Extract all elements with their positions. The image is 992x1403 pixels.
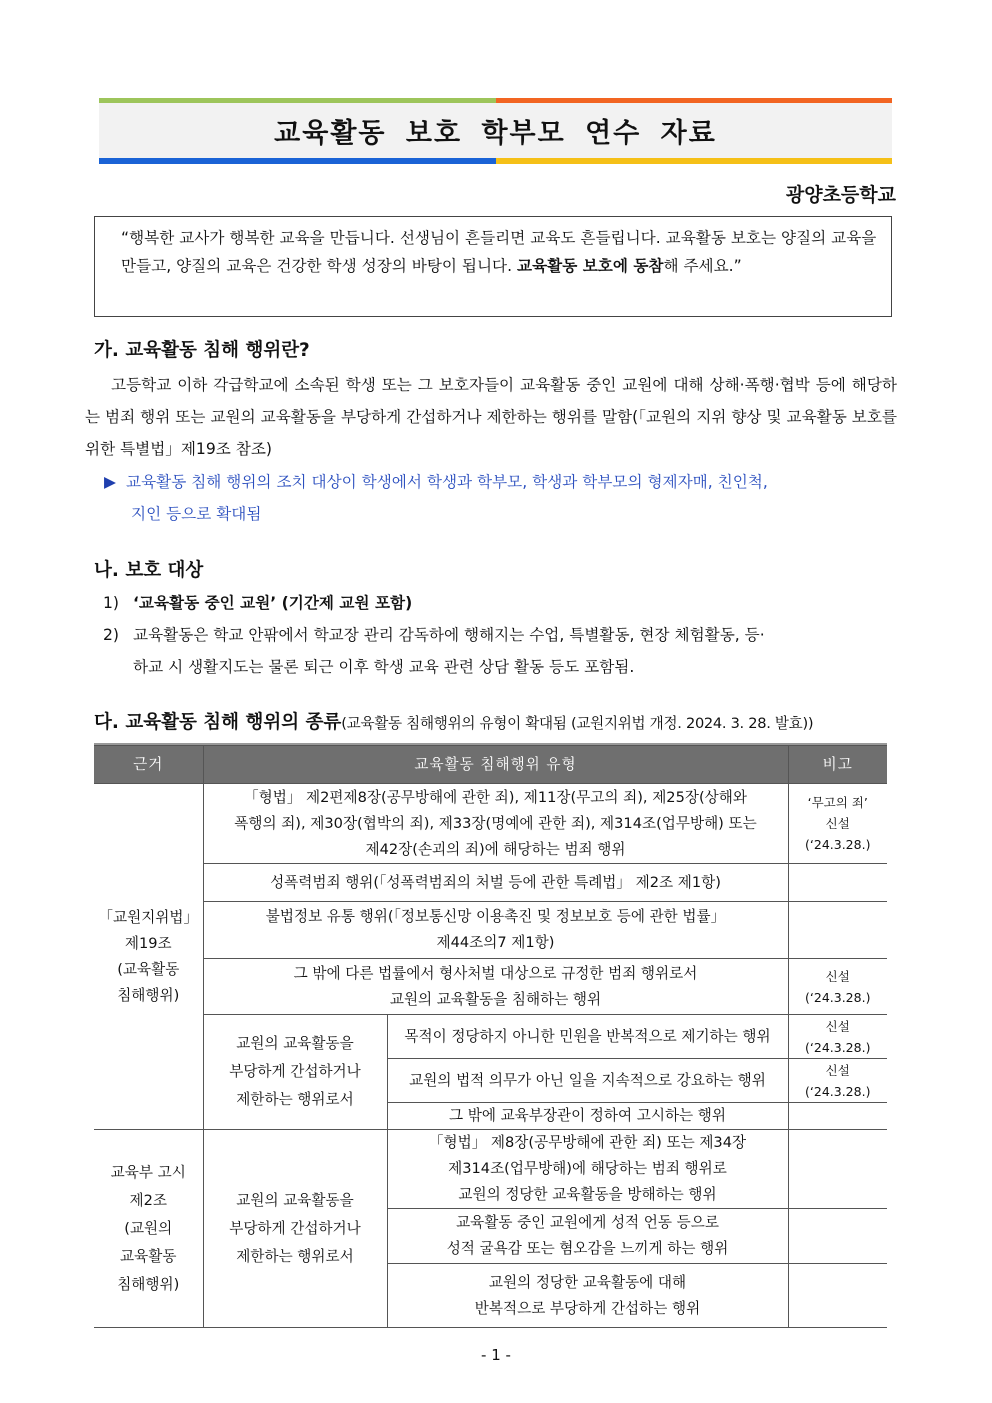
- list-number: 2): [103, 626, 120, 644]
- list-number: 1): [103, 594, 120, 612]
- note-cell: [788, 784, 887, 864]
- section-c-heading: 다. 교육활동 침해 행위의 종류: [94, 712, 342, 733]
- list-item-line1: 교육활동은 학교 안팎에서 학교장 관리 감독하에 행해지는 수업, 특별활동, 현장 체험활동, 등·: [133, 626, 765, 644]
- sub-label-line: 부당하게 간섭하거나: [229, 1063, 361, 1080]
- type-line: 교원의 정당한 교육활동을 방해하는 행위: [458, 1186, 717, 1203]
- title-bottom-bar: [99, 158, 892, 164]
- table-row: [94, 864, 887, 902]
- title-banner: [99, 98, 892, 164]
- note-line: 신설: [825, 1062, 850, 1078]
- note-line: (‘24.3.28.): [805, 837, 871, 852]
- note-cell: [788, 1059, 887, 1103]
- basis-line: 교육부 고시: [110, 1163, 186, 1181]
- section-a-note-line2: 지인 등으로 확대됨: [131, 505, 262, 523]
- type-line: 제42장(손괴의 죄)에 해당하는 범죄 행위: [365, 840, 626, 858]
- title-band: [99, 103, 892, 158]
- quote-box: [94, 216, 892, 317]
- basis-cell: [94, 784, 203, 1130]
- basis-line: 침해행위): [117, 986, 180, 1004]
- note-cell: [788, 864, 887, 902]
- note-cell: [788, 959, 887, 1015]
- type-cell: [387, 1130, 788, 1209]
- type-cell: 그 밖에 교육부장관이 정하여 고시하는 행위: [387, 1103, 788, 1130]
- header-basis: 근거: [94, 746, 203, 784]
- type-line: 교육활동 중인 교원에게 성적 언동 등으로: [456, 1214, 719, 1231]
- list-item: [103, 587, 898, 619]
- basis-line: 제19조: [124, 934, 172, 952]
- section-a-note: [104, 466, 899, 530]
- note-line: ‘무고의 죄’: [807, 795, 868, 810]
- section-c-heading-wrap: [94, 708, 813, 734]
- basis-line: (교원의: [124, 1219, 173, 1237]
- note-line: (‘24.3.28.): [805, 989, 871, 1005]
- list-item-text: (기간제 교원 포함): [276, 594, 413, 612]
- type-line: 폭행의 죄), 제30장(협박의 죄), 제33장(명예에 관한 죄), 제314조(업무방해) 또는: [234, 814, 757, 832]
- sub-label-cell: [203, 1015, 387, 1130]
- list-item-bold: ‘교육활동 중인 교원’: [133, 594, 277, 612]
- type-line: 「형법」 제2편제8장(공무방해에 관한 죄), 제11장(무고의 죄), 제25장(상해와: [244, 788, 747, 806]
- basis-line: (교육활동: [117, 960, 180, 978]
- quote-text-end: 해 주세요.”: [663, 257, 742, 275]
- note-cell: [788, 1264, 887, 1328]
- note-line: 신설: [825, 816, 850, 831]
- note-cell: [788, 1103, 887, 1130]
- list-item: [103, 619, 898, 683]
- basis-line: 침해행위): [117, 1275, 180, 1293]
- sub-label-line: 교원의 교육활동을: [236, 1035, 354, 1052]
- list-item-line2: 하교 시 생활지도는 물론 퇴근 이후 학생 교육 관련 상담 활동 등도 포함됨.: [133, 658, 635, 676]
- triangle-icon: ▶: [104, 473, 116, 491]
- header-note: 비고: [788, 746, 887, 784]
- table-row: [94, 902, 887, 959]
- section-a-body: 고등학교 이하 각급학교에 소속된 학생 또는 그 보호자들이 교육활동 중인 교원에 대해 상해·폭행·협박 등에 해당하는 범죄 행위 또는 교원의 교육활동을 부당하게 간섭하거나 제한하는 행위를 말함(「교원의 지위 향상 및 교육활동 보호를 위한 특별법」제19조 참조): [85, 376, 897, 458]
- type-cell: 목적이 정당하지 아니한 민원을 반복적으로 제기하는 행위: [387, 1015, 788, 1059]
- section-b-heading: 나. 보호 대상: [94, 560, 204, 581]
- type-cell: [203, 784, 788, 864]
- note-cell: [788, 902, 887, 959]
- note-cell: [788, 1209, 887, 1264]
- sub-label-line: 부당하게 간섭하거나: [229, 1219, 361, 1237]
- type-cell: [387, 1264, 788, 1328]
- type-line: 반복적으로 부당하게 간섭하는 행위: [474, 1299, 701, 1317]
- basis-line: 교육활동: [120, 1247, 177, 1265]
- type-line: 제314조(업무방해)에 해당하는 범죄 행위로: [448, 1160, 727, 1177]
- quote-bold: 교육활동 보호에 동참: [517, 257, 664, 275]
- sub-label-line: 교원의 교육활동을: [236, 1191, 354, 1209]
- section-a-heading: 가. 교육활동 침해 행위란?: [94, 340, 310, 361]
- table-row: [94, 784, 887, 864]
- header-type: 교육활동 침해행위 유형: [203, 746, 788, 784]
- basis-cell: [94, 1130, 203, 1328]
- sub-label-line: 제한하는 행위로서: [236, 1091, 354, 1108]
- type-cell: [203, 959, 788, 1015]
- type-line: 제44조의7 제1항): [436, 934, 555, 951]
- type-line: 「형법」 제8장(공무방해에 관한 죄) 또는 제34장: [428, 1134, 747, 1151]
- basis-line: 「교원지위법」: [98, 908, 199, 926]
- note-cell: [788, 1015, 887, 1059]
- note-line: 신설: [825, 968, 850, 984]
- basis-line: 제2조: [129, 1191, 167, 1209]
- note-line: (‘24.3.28.): [805, 1083, 871, 1099]
- note-line: 신설: [825, 1018, 850, 1034]
- table-row: [94, 1130, 887, 1209]
- sub-label-cell: [203, 1130, 387, 1328]
- page-title: 교육활동 보호 학부모 연수 자료: [274, 118, 717, 149]
- page-number: - 1 -: [481, 1346, 511, 1364]
- type-line: 성적 굴욕감 또는 혐오감을 느끼게 하는 행위: [446, 1240, 729, 1257]
- table-row: [94, 959, 887, 1015]
- type-line: 그 밖에 다른 법률에서 형사처벌 대상으로 규정한 범죄 행위로서: [293, 964, 698, 982]
- violation-types-table: [94, 745, 887, 1328]
- note-cell: [788, 1130, 887, 1209]
- type-line: 교원의 정당한 교육활동에 대해: [488, 1273, 687, 1291]
- note-line: (‘24.3.28.): [805, 1039, 871, 1055]
- school-name: 광양초등학교: [785, 184, 896, 206]
- quote-text: “행복한 교사가 행복한 교육을 만듭니다. 선생님이 흔들리면 교육도 흔들립니다. 교육활동 보호는 양질의 교육을 만들고, 양질의 교육은 건강한 학생 성장의 바탕이 됩니다.: [121, 229, 877, 275]
- type-cell: [387, 1209, 788, 1264]
- type-cell: [203, 902, 788, 959]
- section-c-subheading: (교육활동 침해행위의 유형이 확대됨 (교원지위법 개정. 2024. 3. 28. 발효)): [341, 715, 814, 732]
- type-line: 교원의 교육활동을 침해하는 행위: [389, 990, 602, 1008]
- type-cell: 성폭력범죄 행위(「성폭력범죄의 처벌 등에 관한 특례법」 제2조 제1항): [203, 864, 788, 902]
- table-row: [94, 1015, 887, 1059]
- section-a-note-line1: 교육활동 침해 행위의 조치 대상이 학생에서 학생과 학부모, 학생과 학부모의 형제자매, 친인척,: [126, 473, 768, 491]
- table-header-row: [94, 746, 887, 784]
- type-cell: 교원의 법적 의무가 아닌 일을 지속적으로 강요하는 행위: [387, 1059, 788, 1103]
- sub-label-line: 제한하는 행위로서: [236, 1247, 354, 1265]
- type-line: 불법정보 유통 행위(「정보통신망 이용촉진 및 정보보호 등에 관한 법률」: [265, 908, 726, 925]
